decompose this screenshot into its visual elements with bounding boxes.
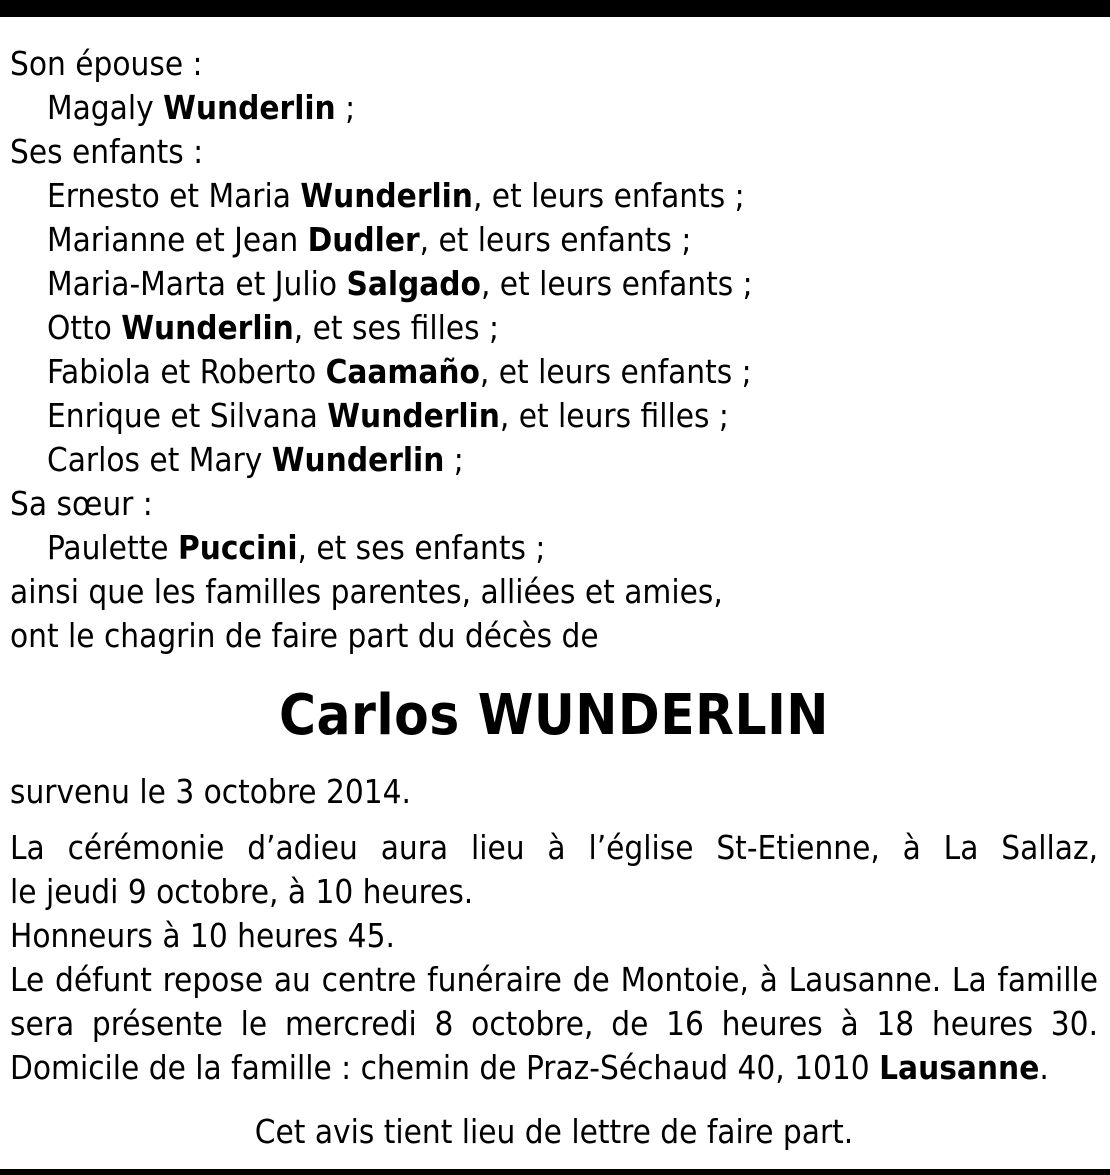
surname: Puccini [177,528,298,567]
child-entry [10,306,1098,350]
address-end: . [1039,1048,1049,1087]
first-names: Ernesto et Maria [47,176,291,215]
families-line: ainsi que les familles parentes, alliées et amies, [10,572,723,611]
child-entry [10,394,1098,438]
spouse-heading: Son épouse : [10,44,203,83]
top-rule [0,0,1110,17]
surname: Wunderlin [121,308,294,347]
entry-ending: , et leurs enfants ; [419,220,692,259]
deceased-name: Carlos WUNDERLIN [279,683,829,748]
entry-ending: ; [335,88,356,127]
entry-ending: , et leurs enfants ; [480,264,753,303]
first-names: Magaly [47,88,154,127]
first-names: Otto [47,308,112,347]
surname: Wunderlin [300,176,473,215]
child-entry [10,350,1098,394]
repose-line: Le défunt repose au centre funéraire de Montoie, à Lausanne. La famille [10,960,1098,999]
surname: Dudler [307,220,420,259]
first-names: Fabiola et Roberto [47,352,317,391]
honors-line: Honneurs à 10 heures 45. [10,916,395,955]
surname: Wunderlin [327,396,500,435]
surname: Wunderlin [271,440,445,479]
first-names: Maria-Marta et Julio [47,264,337,303]
obituary-notice [10,42,1098,1154]
bottom-rule [0,1169,1110,1175]
ceremony-paragraph [10,826,1098,1090]
sister-heading: Sa sœur : [10,484,153,523]
child-entry [10,174,1098,218]
announcement-line: ont le chagrin de faire part du décès de [10,616,599,655]
children-heading: Ses enfants : [10,132,204,171]
first-names: Carlos et Mary [47,440,263,479]
spouse-entry [10,86,1098,130]
entry-ending: ; [444,440,464,479]
entry-ending: , et leurs filles ; [499,396,729,435]
entry-ending: , et leurs enfants ; [479,352,752,391]
first-names: Enrique et Silvana [47,396,318,435]
closing-line: Cet avis tient lieu de lettre de faire part. [254,1112,854,1151]
repose-line: sera présente le mercredi 8 octobre, de 16 heures à 18 heures 30. [10,1004,1098,1043]
address-line [10,1046,1098,1090]
address-text: Domicile de la famille : chemin de Praz-Séchaud 40, 1010 [10,1048,880,1087]
surname: Salgado [346,264,481,303]
surname: Wunderlin [163,88,336,127]
date-line: survenu le 3 octobre 2014. [10,772,411,811]
first-names: Paulette [47,528,169,567]
address-city: Lausanne [879,1048,1040,1087]
ceremony-line: le jeudi 9 octobre, à 10 heures. [10,872,474,911]
child-entry [10,262,1098,306]
ceremony-line: La cérémonie d’adieu aura lieu à l’église St-Etienne, à La Sallaz, [10,828,1098,867]
first-names: Marianne et Jean [47,220,299,259]
child-entry [10,438,1098,482]
entry-ending: , et leurs enfants ; [472,176,745,215]
surname: Caamaño [325,352,480,391]
entry-ending: , et ses filles ; [293,308,499,347]
sister-entry [10,526,1098,570]
child-entry [10,218,1098,262]
entry-ending: , et ses enfants ; [297,528,546,567]
